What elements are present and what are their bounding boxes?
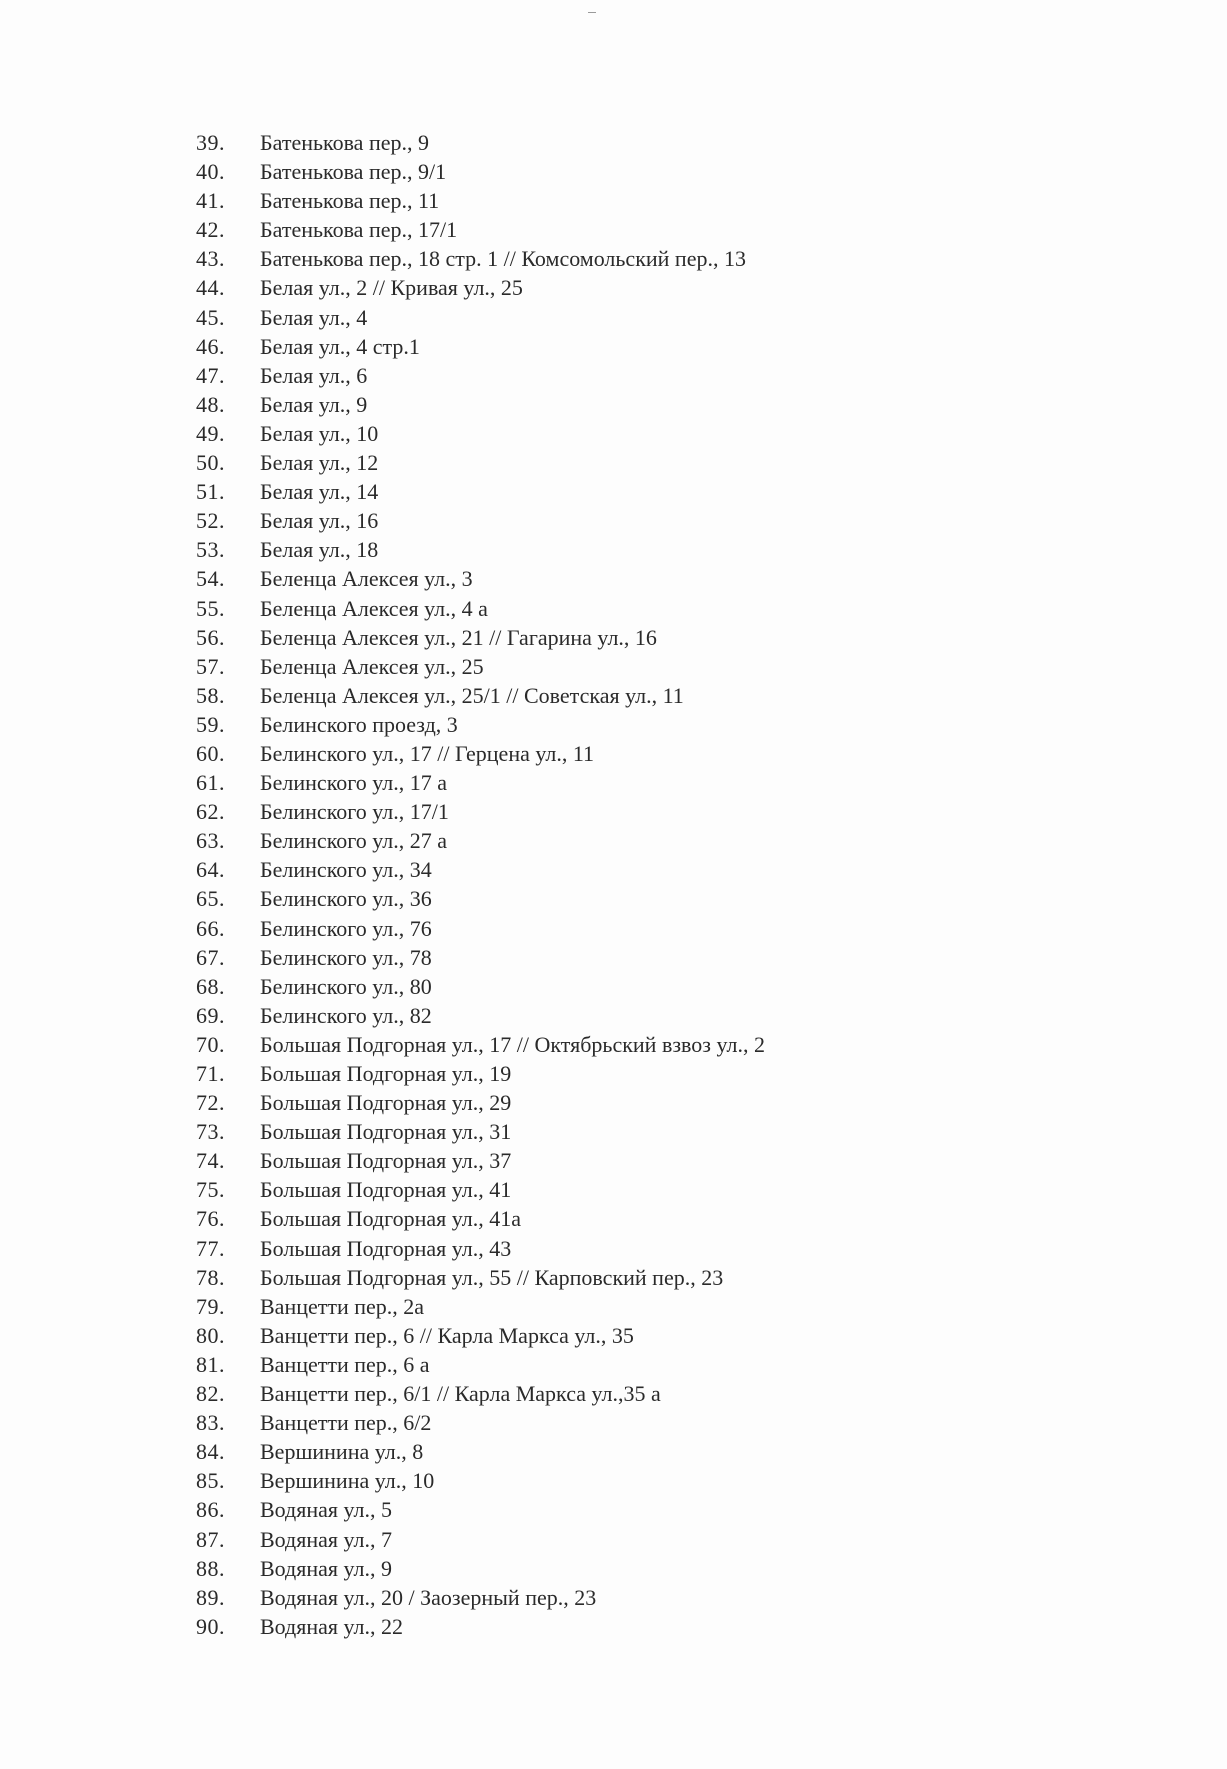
item-number: 49. [196,420,225,446]
item-address: Водяная ул., 22 [260,1613,404,1639]
list-item [196,1117,765,1146]
list-item [196,506,765,535]
item-address: Ванцетти пер., 6/1 // Карла Маркса ул.,35 а [260,1381,661,1407]
item-address: Беленца Алексея ул., 3 [260,566,473,592]
list-item [196,884,765,913]
list-item [196,594,765,623]
list-item [196,1204,765,1233]
item-address: Батенькова пер., 18 стр. 1 // Комсомольский пер., 13 [260,246,746,272]
item-address: Ванцетти пер., 6/2 [260,1410,432,1436]
item-number: 51. [196,479,225,505]
list-item [196,1059,765,1088]
item-address: Белая ул., 16 [260,508,379,534]
item-address: Большая Подгорная ул., 19 [260,1061,512,1086]
item-address: Вершинина ул., 8 [260,1439,424,1465]
list-item [196,419,765,448]
scan-artifact [588,12,596,13]
item-number: 80. [196,1322,225,1348]
item-number: 42. [196,217,225,243]
item-number: 59. [196,711,225,737]
list-item [196,1001,765,1030]
item-address: Белинского ул., 78 [260,944,432,970]
list-item [196,1030,765,1059]
list-item [196,623,765,652]
list-item [196,332,765,361]
item-number: 64. [196,857,225,883]
item-number: 75. [196,1177,225,1203]
item-address: Ванцетти пер., 6 а [260,1351,430,1377]
list-item [196,1437,765,1466]
item-number: 73. [196,1119,225,1145]
list-item [196,768,765,797]
item-number: 84. [196,1439,225,1465]
list-item [196,797,765,826]
list-item [196,1583,765,1612]
item-number: 45. [196,304,225,330]
item-address: Большая Подгорная ул., 29 [260,1090,512,1116]
item-address: Большая Подгорная ул., 41 [260,1177,512,1203]
item-address: Батенькова пер., 17/1 [260,217,458,243]
item-number: 50. [196,450,225,476]
item-address: Батенькова пер., 11 [260,188,440,214]
item-number: 57. [196,653,225,679]
list-item [196,1554,765,1583]
item-address: Вершинина ул., 10 [260,1468,435,1494]
address-list [196,128,765,1641]
item-number: 90. [196,1613,225,1639]
item-number: 77. [196,1235,225,1261]
item-number: 54. [196,566,225,592]
item-address: Белая ул., 6 [260,362,368,388]
item-number: 67. [196,944,225,970]
list-item [196,361,765,390]
item-number: 70. [196,1031,225,1057]
item-address: Белинского ул., 82 [260,1002,432,1028]
item-number: 39. [196,130,225,155]
item-address: Большая Подгорная ул., 55 // Карповский пер., 23 [260,1264,724,1290]
list-item [196,855,765,884]
item-number: 41. [196,188,225,214]
list-item [196,681,765,710]
item-number: 52. [196,508,225,534]
list-item [196,1379,765,1408]
list-item [196,914,765,943]
list-item [196,128,765,157]
list-item [196,564,765,593]
list-item [196,477,765,506]
item-number: 69. [196,1002,225,1028]
item-number: 48. [196,391,225,417]
list-item [196,303,765,332]
item-address: Белая ул., 14 [260,479,379,505]
list-item [196,1263,765,1292]
item-address: Белая ул., 2 // Кривая ул., 25 [260,275,523,301]
item-address: Большая Подгорная ул., 41а [260,1206,522,1232]
item-number: 65. [196,886,225,912]
item-number: 89. [196,1584,225,1610]
list-item [196,1408,765,1437]
item-number: 66. [196,915,225,941]
item-number: 68. [196,973,225,999]
item-number: 40. [196,159,225,185]
item-number: 79. [196,1293,225,1319]
item-address: Белая ул., 4 стр.1 [260,333,420,359]
item-address: Беленца Алексея ул., 21 // Гагарина ул., 16 [260,624,657,650]
item-address: Белинского ул., 36 [260,886,432,912]
item-number: 58. [196,682,225,708]
list-item [196,535,765,564]
item-number: 47. [196,362,225,388]
item-address: Белинского ул., 76 [260,915,432,941]
item-number: 82. [196,1381,225,1407]
item-address: Батенькова пер., 9/1 [260,159,447,185]
item-address: Беленца Алексея ул., 25/1 // Советская ул., 11 [260,682,684,708]
list-item [196,157,765,186]
item-number: 72. [196,1090,225,1116]
list-item [196,1350,765,1379]
item-number: 63. [196,828,225,854]
item-address: Белинского ул., 17 а [260,770,448,796]
item-address: Беленца Алексея ул., 4 а [260,595,488,621]
item-address: Белинского ул., 17 // Герцена ул., 11 [260,740,595,766]
item-number: 62. [196,799,225,825]
item-address: Водяная ул., 7 [260,1526,393,1552]
item-address: Белая ул., 18 [260,537,379,563]
list-item [196,1321,765,1350]
item-address: Белинского ул., 34 [260,857,432,883]
item-number: 56. [196,624,225,650]
item-address: Белинского ул., 27 а [260,828,448,854]
item-number: 81. [196,1351,225,1377]
list-item [196,943,765,972]
item-address: Ванцетти пер., 6 // Карла Маркса ул., 35 [260,1322,634,1348]
list-item [196,244,765,273]
item-number: 60. [196,740,225,766]
item-address: Большая Подгорная ул., 17 // Октябрьский взвоз ул., 2 [260,1031,765,1057]
item-address: Беленца Алексея ул., 25 [260,653,484,679]
item-address: Водяная ул., 5 [260,1497,393,1523]
item-number: 46. [196,333,225,359]
item-number: 43. [196,246,225,272]
list-item [196,1292,765,1321]
item-address: Белая ул., 4 [260,304,368,330]
list-item [196,273,765,302]
list-item [196,390,765,419]
item-address: Водяная ул., 20 / Заозерный пер., 23 [260,1584,597,1610]
item-number: 86. [196,1497,225,1523]
list-item [196,652,765,681]
list-item [196,1146,765,1175]
list-item [196,186,765,215]
list-item [196,1612,765,1641]
item-number: 85. [196,1468,225,1494]
list-item [196,1495,765,1524]
list-item [196,448,765,477]
item-number: 74. [196,1148,225,1174]
item-address: Белая ул., 12 [260,450,379,476]
list-item [196,1525,765,1554]
item-address: Ванцетти пер., 2а [260,1293,425,1319]
item-address: Белая ул., 10 [260,420,379,446]
item-address: Белая ул., 9 [260,391,368,417]
list-item [196,710,765,739]
list-item [196,1466,765,1495]
item-number: 87. [196,1526,225,1552]
list-item [196,1088,765,1117]
item-number: 53. [196,537,225,563]
item-address: Белинского проезд, 3 [260,711,458,737]
list-item [196,1175,765,1204]
item-address: Водяная ул., 9 [260,1555,393,1581]
item-address: Большая Подгорная ул., 31 [260,1119,512,1145]
item-number: 88. [196,1555,225,1581]
item-number: 71. [196,1061,225,1086]
item-number: 44. [196,275,225,301]
item-address: Белинского ул., 17/1 [260,799,449,825]
list-item [196,1234,765,1263]
item-number: 78. [196,1264,225,1290]
list-item [196,215,765,244]
item-address: Белинского ул., 80 [260,973,432,999]
item-number: 76. [196,1206,225,1232]
item-number: 83. [196,1410,225,1436]
item-address: Большая Подгорная ул., 43 [260,1235,512,1261]
item-address: Большая Подгорная ул., 37 [260,1148,512,1174]
list-item [196,972,765,1001]
list-item [196,739,765,768]
item-address: Батенькова пер., 9 [260,130,429,155]
item-number: 55. [196,595,225,621]
list-item [196,826,765,855]
item-number: 61. [196,770,225,796]
